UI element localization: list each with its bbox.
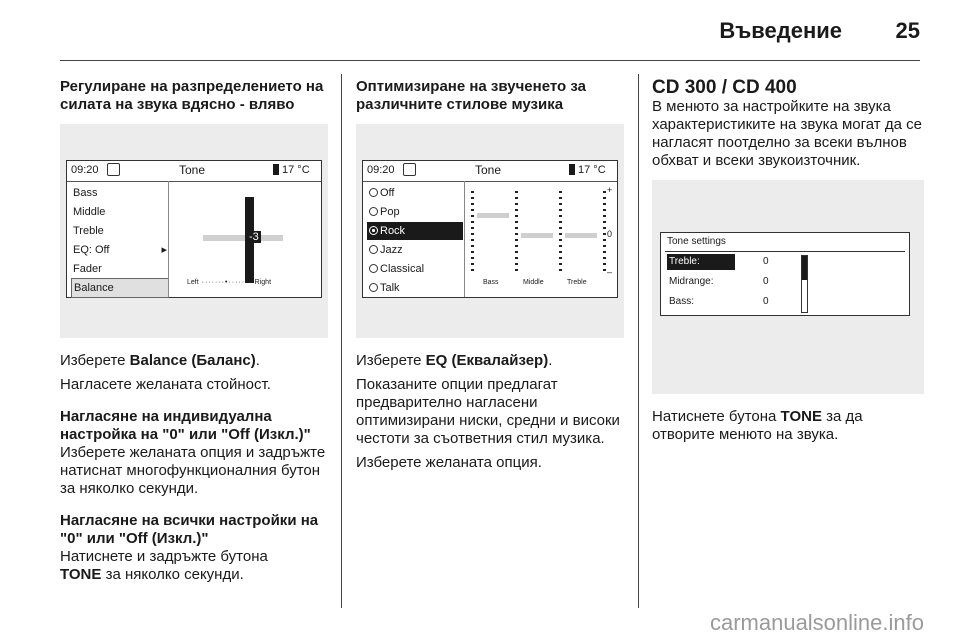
radio-icon — [369, 188, 378, 197]
scale-plus: + — [607, 185, 613, 195]
tone-settings-screen — [660, 232, 910, 316]
column-cd — [652, 78, 924, 444]
radio-icon — [369, 283, 378, 292]
eq-screen — [362, 160, 618, 298]
balance-screen — [66, 160, 322, 298]
temperature: 17 °C — [273, 164, 310, 176]
eq-label-treble: Treble — [567, 279, 587, 286]
radio-icon — [369, 207, 378, 216]
page-number: 25 — [895, 18, 920, 43]
menu-item-eq[interactable]: EQ: Off ▸ — [71, 241, 167, 259]
section-heading-reset-single: Нагласяне на индивидуална настройка на "0" или "Off (Изкл.)" — [60, 408, 311, 443]
eq-dots-4 — [603, 191, 606, 271]
column-separator-1 — [341, 74, 342, 608]
instruction-select-option: Изберете желаната опция. — [356, 454, 542, 471]
eq-screen-image — [356, 124, 624, 338]
tone-row-bass[interactable]: Bass: 0 — [669, 296, 769, 307]
instruction-set-value: Нагласете желаната стойност. — [60, 376, 271, 393]
column-balance — [60, 78, 328, 584]
balance-screen-image — [60, 124, 328, 338]
instruction-reset-all: Натиснете и задръжте бутона TONE за няколко секунди. — [60, 548, 268, 583]
status-bar — [67, 161, 321, 182]
scrollbar-thumb[interactable] — [802, 256, 807, 280]
scale-zero: 0 — [607, 229, 613, 239]
eq-bar-middle — [521, 233, 553, 238]
eq-dots-1 — [471, 191, 474, 271]
eq-option-classical[interactable]: Classical — [367, 260, 463, 278]
eq-dots-2 — [515, 191, 518, 271]
column-eq — [356, 78, 624, 472]
back-icon — [403, 163, 416, 176]
section-heading-cd: CD 300 / CD 400 — [652, 77, 797, 98]
screen-title: Tone — [179, 163, 206, 177]
tone-row-treble[interactable]: Treble: 0 — [667, 254, 903, 270]
eq-description: Показаните опции предлагат предварително нагласени оптимизирани ниски, средни и високи честоти за съответния стил музика. — [356, 376, 620, 447]
section-heading-eq: Оптимизиране на звученето за различните стилове музика — [356, 78, 586, 113]
page-header-title: Въведение — [719, 18, 842, 43]
back-icon — [107, 163, 120, 176]
eq-label-bass: Bass — [483, 279, 499, 286]
section-heading-reset-all: Нагласяне на всички настройки на "0" или "Off (Изкл.)" — [60, 512, 319, 547]
radio-icon — [369, 264, 378, 273]
eq-option-rock[interactable]: Rock — [367, 222, 463, 240]
scale-minus: – — [607, 267, 613, 277]
screen-title: Tone — [475, 163, 502, 177]
instruction-select-balance: Изберете Balance (Баланс). — [60, 352, 260, 369]
eq-label-middle: Middle — [523, 279, 544, 286]
column-separator-2 — [638, 74, 639, 608]
eq-bar-treble — [565, 233, 597, 238]
menu-item-fader[interactable]: Fader — [73, 263, 102, 275]
balance-track — [203, 235, 283, 241]
radio-selected-icon — [369, 226, 378, 235]
eq-dots-3 — [559, 191, 562, 271]
section-heading-balance: Регулиране на разпределението на силата на звука вдясно - вляво — [60, 78, 324, 113]
thermometer-icon — [569, 164, 575, 175]
menu-item-treble[interactable]: Treble — [73, 225, 104, 237]
eq-bar-bass — [477, 213, 509, 218]
watermark: carmanualsonline.info — [709, 610, 924, 635]
scrollbar[interactable] — [801, 255, 808, 313]
eq-option-jazz[interactable]: Jazz — [367, 241, 463, 259]
chevron-right-icon: ▸ — [161, 244, 167, 256]
menu-item-middle[interactable]: Middle — [73, 206, 106, 218]
status-bar — [363, 161, 617, 182]
clock: 09:20 — [71, 164, 99, 176]
tone-settings-title: Tone settings — [667, 236, 726, 247]
balance-scale: Left ·······•······· Right — [187, 279, 272, 286]
eq-option-pop[interactable]: Pop — [367, 203, 463, 221]
temperature: 17 °C — [569, 164, 606, 176]
balance-value: -3 — [249, 231, 259, 243]
eq-option-off[interactable]: Off — [367, 184, 463, 202]
header-rule — [60, 60, 920, 61]
tone-settings-image — [652, 180, 924, 394]
instruction-select-eq: Изберете EQ (Еквалайзер). — [356, 352, 553, 369]
eq-option-talk[interactable]: Talk — [367, 279, 463, 297]
instruction-press-tone: Натиснете бутона TONE за да отворите менюто на звука. — [652, 408, 863, 443]
cd-description: В менюто за настройките на звука характеристиките на звука могат да се нагласят поотделно за всеки вълнов обхват и всеки звукоизточник. — [652, 98, 922, 169]
clock: 09:20 — [367, 164, 395, 176]
instruction-reset-single: Изберете желаната опция и задръжте натиснат многофункционалния бутон за няколко секунди. — [60, 444, 326, 497]
tone-row-midrange[interactable]: Midrange: 0 — [669, 276, 769, 287]
menu-divider — [168, 181, 169, 297]
menu-divider — [464, 181, 465, 297]
title-rule — [665, 251, 905, 252]
menu-item-bass[interactable]: Bass — [73, 187, 98, 199]
thermometer-icon — [273, 164, 279, 175]
menu-item-balance[interactable]: Balance — [71, 278, 169, 298]
radio-icon — [369, 245, 378, 254]
